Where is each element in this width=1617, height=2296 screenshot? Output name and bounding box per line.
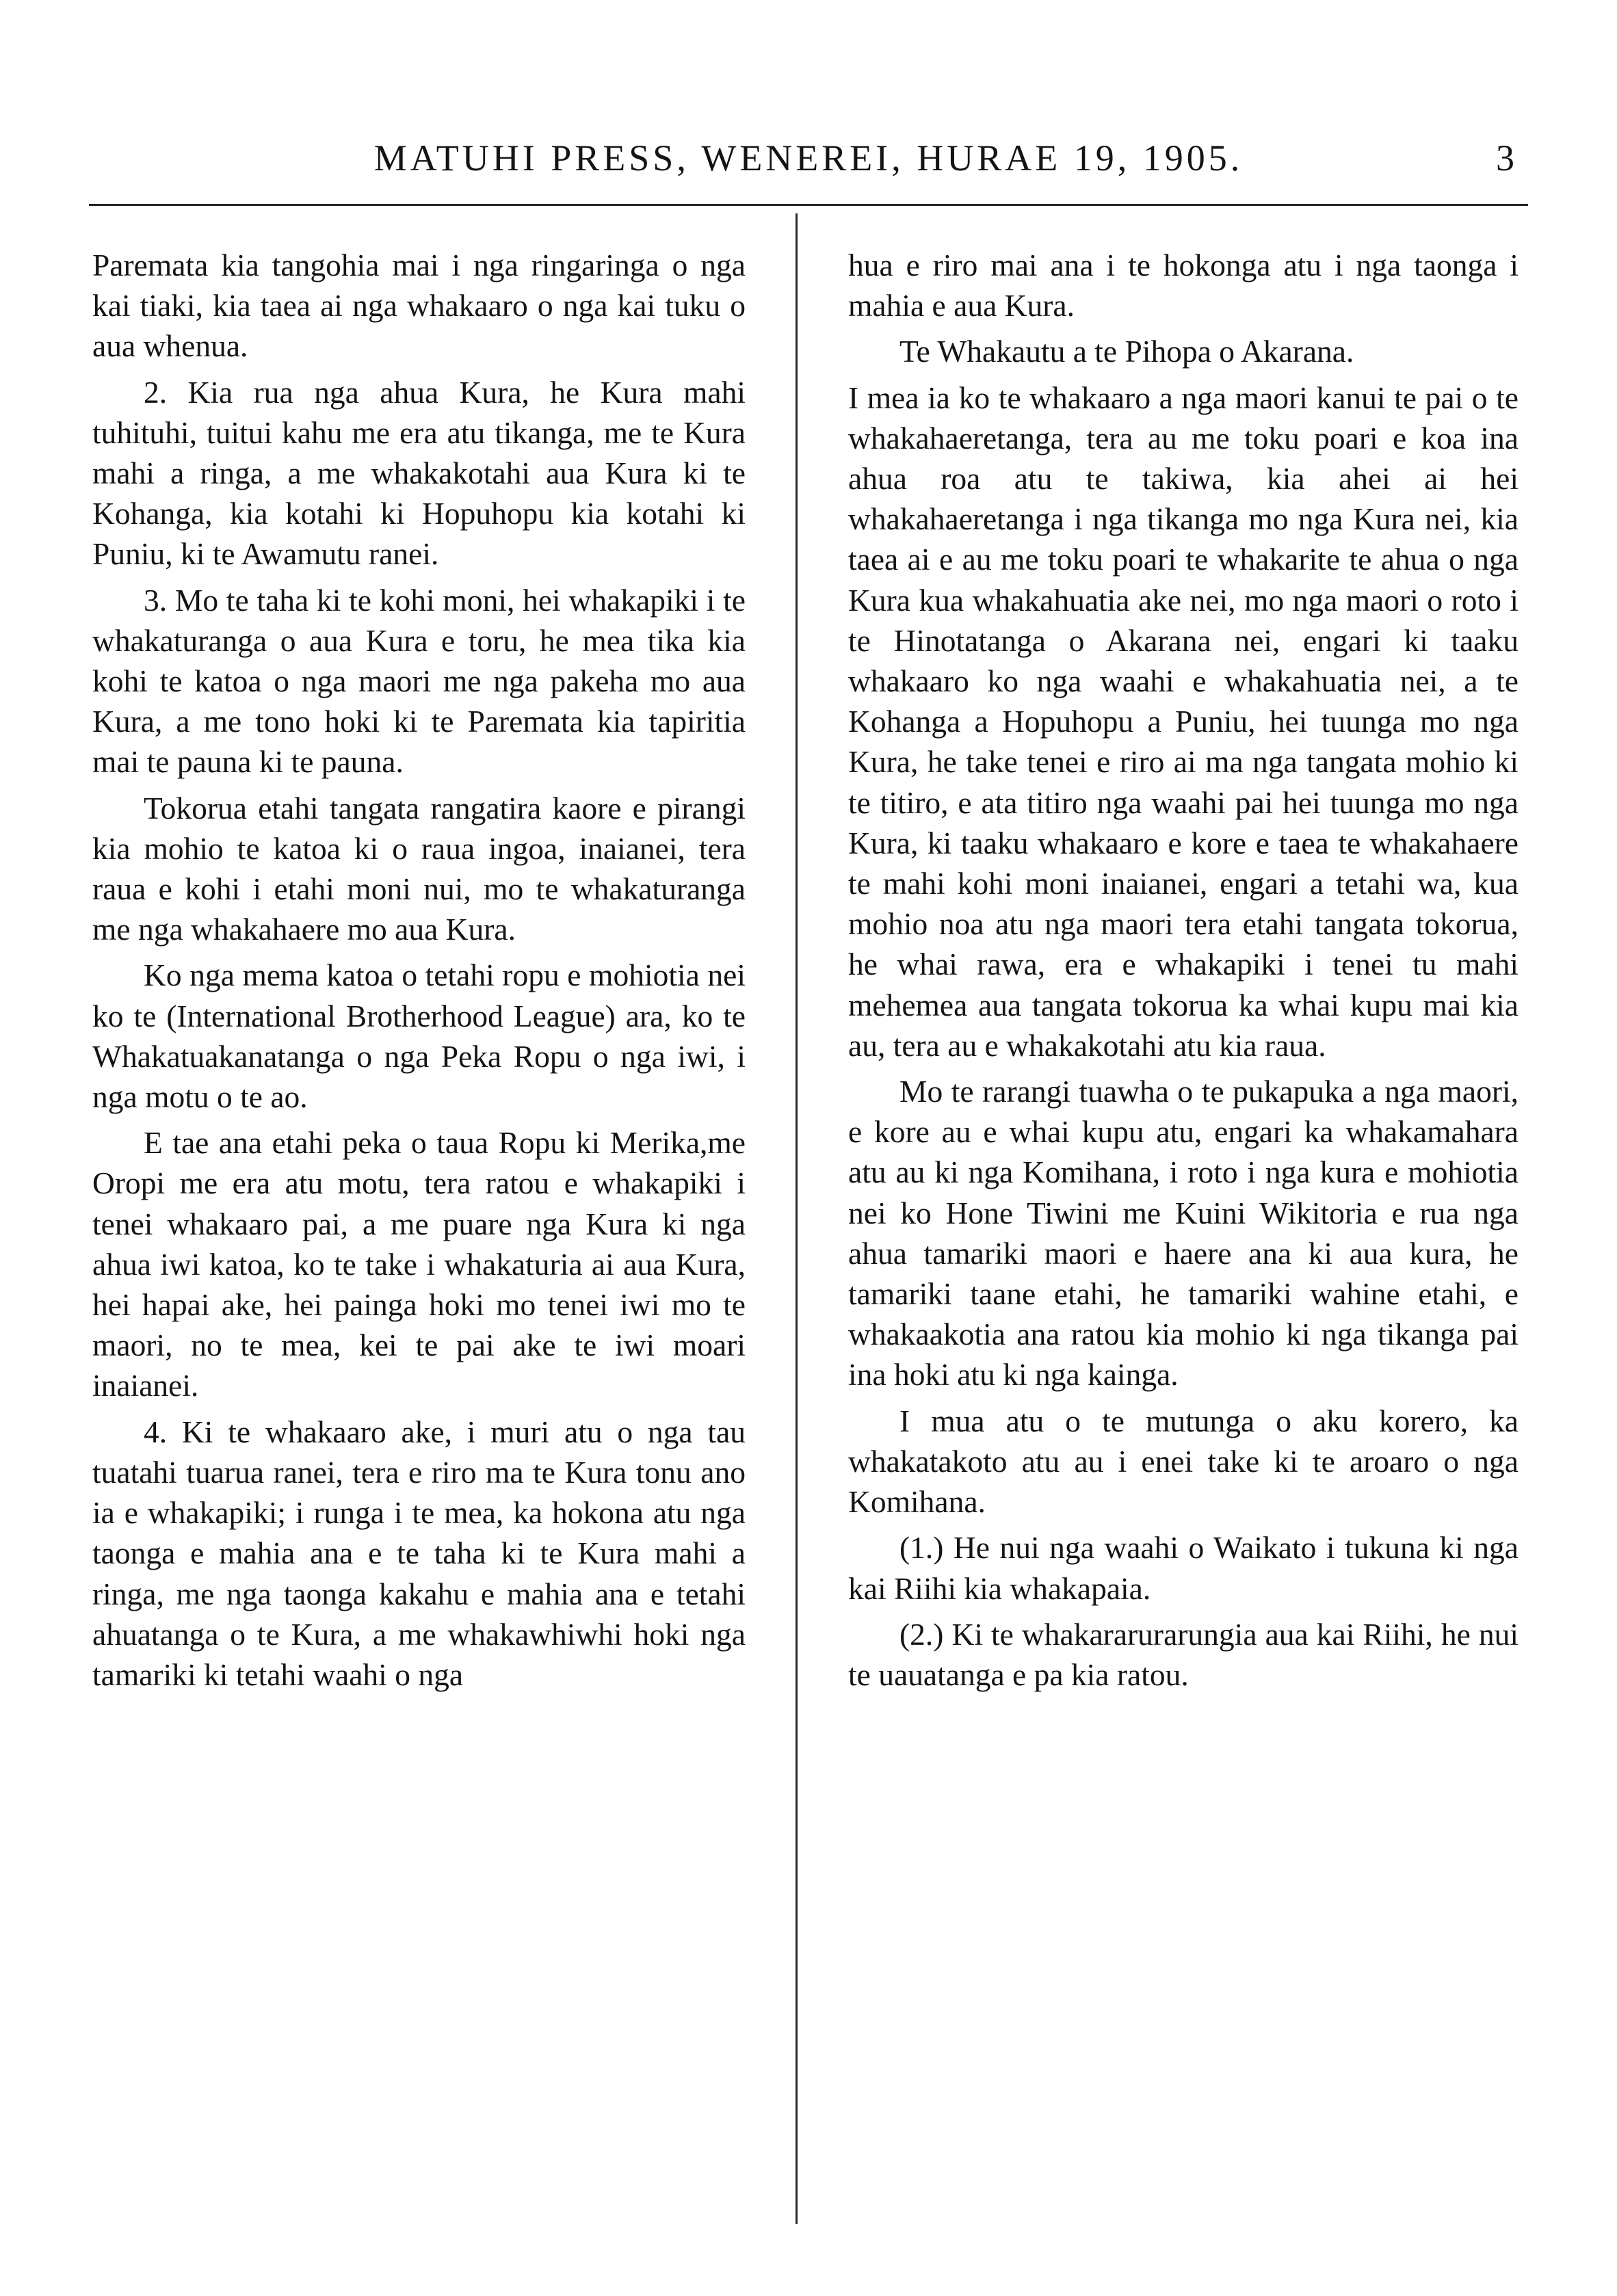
paragraph: hua e riro mai ana i te hokonga atu i nga taonga i mahia e aua Kura.: [848, 248, 1519, 324]
page-number: 3: [1496, 137, 1514, 179]
paragraph: 4. Ki te whakaaro ake, i muri atu o nga tau tuatahi tuarua ranei, tera e riro ma te Kura tonu ano ia e whakapiki; i runga i te mea, ka hokona atu nga taonga e mahia ana e te taha ki te Kura mahi a ringa, me nga taonga kakahu e mahia ana e tetahi ahuatanga o te Kura, a me whakawhiwhi hoki nga tamariki ki tetahi waahi o nga: [92, 1414, 746, 1692]
paragraph: E tae ana etahi peka o taua Ropu ki Merika,me Oropi me era atu motu, tera ratou e whakapiki i tenei whakaaro pai, a me puare nga Kura ki nga ahua iwi katoa, ko te take i whakaturia ai aua Kura, hei hapai ake, hei painga hoki mo tenei iwi mo te maori, no te mea, kei te pai ake te iwi moari inaianei.: [92, 1125, 746, 1403]
paragraph: Mo te rarangi tuawha o te pukapuka a nga maori, e kore au e whai kupu atu, engari ka whakamahara atu au ki nga Komihana, i roto i nga kura e mohiotia nei ko Hone Tiwini me Kuini Wikitoria e rua nga ahua tamariki maori e haere ana ki aua kura, he tamariki taane etahi, he tamariki wahine etahi, e whakaakotia ana ratou kia mohio ki nga tikanga pai ina hoki atu ki nga kainga.: [848, 1074, 1519, 1393]
page-header: [89, 123, 1528, 192]
left-column: [92, 245, 746, 1700]
paragraph: I mua atu o te mutunga o aku korero, ka whakatakoto atu au i enei take ki te aroaro o nga Komihana.: [848, 1403, 1519, 1520]
paragraph: 2. Kia rua nga ahua Kura, he Kura mahi tuhituhi, tuitui kahu me era atu tikanga, me te Kura mahi a ringa, a me whakakotahi aua Kura ki te Kohanga, kia kotahi ki Hopuhopu kia kotahi ki Puniu, ki te Awamutu ranei.: [92, 374, 746, 572]
running-head: MATUHI PRESS, WENEREI, HURAE 19, 1905.: [373, 137, 1244, 179]
paragraph: 3. Mo te taha ki te kohi moni, hei whakapiki i te whakaturanga o aua Kura e toru, he mea tika kia kohi te katoa o nga maori me nga pakeha mo aua Kura, a me tono hoki ki te Paremata kia tapiritia mai te pauna ki te pauna.: [92, 582, 746, 780]
section-heading: Te Whakautu a te Pihopa o Akarana.: [899, 334, 1354, 369]
right-column: [848, 245, 1519, 1700]
paragraph: Paremata kia tangohia mai i nga ringaringa o nga kai tiaki, kia taea ai nga whakaaro o nga kai tuku o aua whenua.: [92, 248, 746, 364]
paragraph: Ko nga mema katoa o tetahi ropu e mohiotia nei ko te (International Brotherhood League) ara, ko te Whakatuakanatanga o nga Peka Ropu o nga iwi, i nga motu o te ao.: [92, 958, 746, 1115]
paragraph: I mea ia ko te whakaaro a nga maori kanui te pai o te whakahaeretanga, tera au me toku poari e koa ina ahua roa atu te takiwa, kia ahei ai hei whakahaeretanga i nga tikanga mo nga Kura nei, kia taea ai e au me toku poari te whakarite te ahua o nga Kura kua whakahuatia ake nei, mo nga maori o roto i te Hinotatanga o Akarana nei, engari ki taaku whakaaro ko nga waahi e whakahuatia nei, a te Kohanga a Hopuhopu a Puniu, hei tuunga mo nga Kura, he take tenei e riro ai ma nga tangata mohio ki te titiro, e ata titiro nga waahi pai hei tuunga mo nga Kura, ki taaku whakaaro e kore e taea te whakahaere te mahi kohi moni inaianei, engari a tetahi wa, kua mohio noa atu nga maori tera etahi tangata tokorua, he whai rawa, era e whakapiki i tenei tu mahi mehemea aua tangata tokorua ka whai kupu mai kia au, tera au e whakakotahi atu kia raua.: [848, 380, 1519, 1063]
paragraph: (1.) He nui nga waahi o Waikato i tukuna ki nga kai Riihi kia whakapaia.: [848, 1530, 1519, 1606]
column-divider: [796, 213, 798, 2224]
paragraph: (2.) Ki te whakararurarungia aua kai Riihi, he nui te uauatanga e pa kia ratou.: [848, 1616, 1519, 1692]
paragraph: Tokorua etahi tangata rangatira kaore e pirangi kia mohio te katoa ki o raua ingoa, inaianei, tera raua e kohi i etahi moni nui, mo te whakaturanga me nga whakahaere mo aua Kura.: [92, 790, 746, 947]
header-rule: [89, 204, 1528, 206]
